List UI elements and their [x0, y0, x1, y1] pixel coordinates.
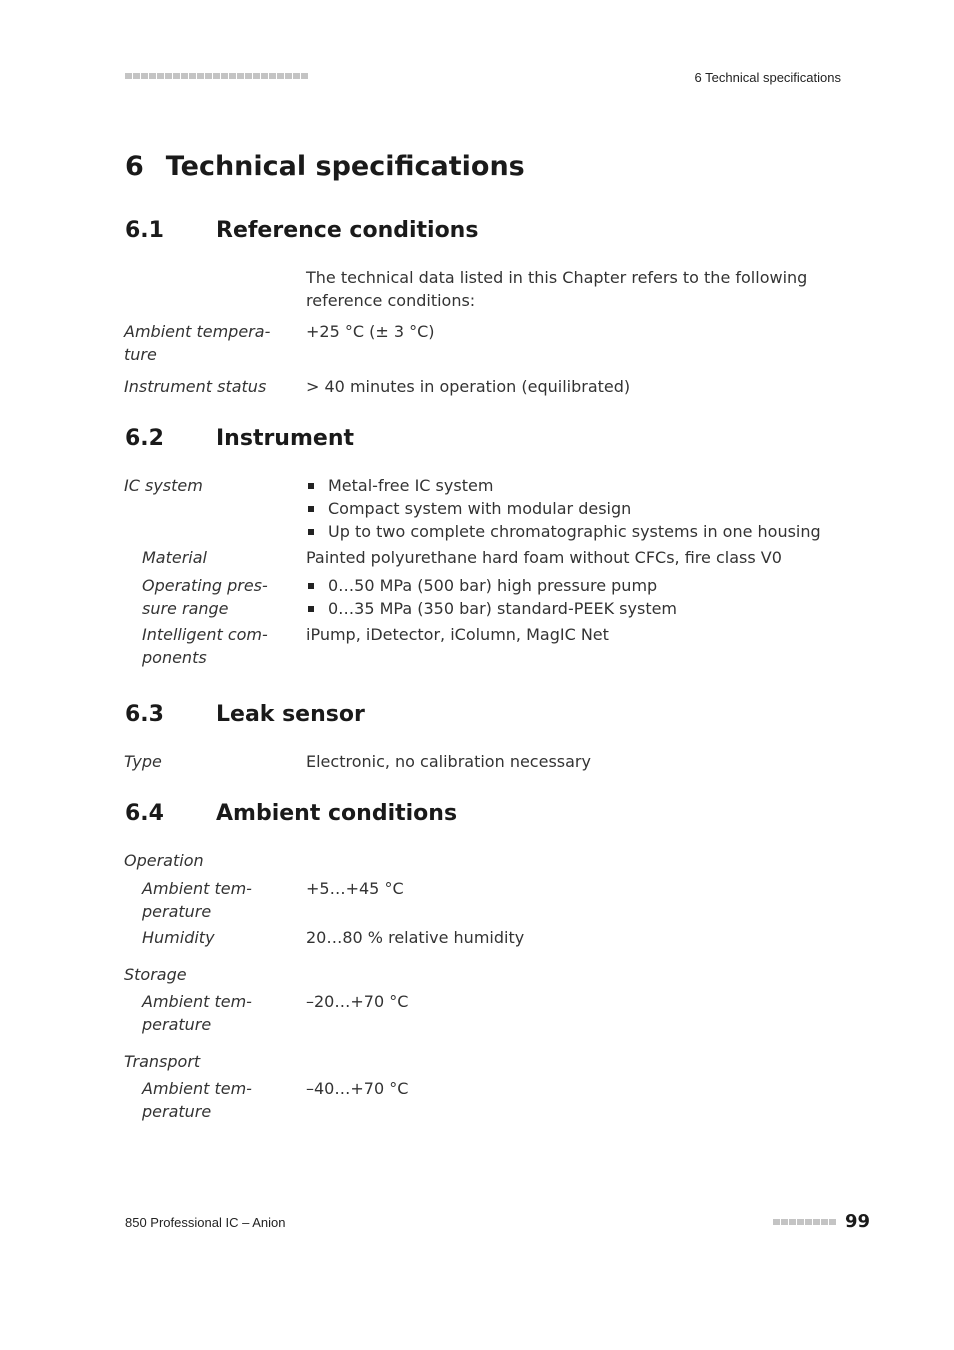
list-item: 0…50 MPa (500 bar) high pressure pump [306, 574, 846, 597]
section-title: Ambient conditions [216, 801, 458, 826]
reference-intro: The technical data listed in this Chapter refers to the following reference conditions: [306, 268, 808, 310]
ic-system-list [306, 474, 846, 543]
label-ic-system: IC system [124, 476, 203, 495]
list-item: Compact system with modular design [306, 497, 846, 520]
header-dot-bar [125, 73, 308, 79]
value-ambient-temperature: +25 °C (± 3 °C) [306, 322, 435, 341]
chapter-number: 6 [125, 151, 144, 182]
value-intelligent-components: iPump, iDetector, iColumn, MagIC Net [306, 625, 609, 644]
section-number: 6.2 [125, 426, 164, 451]
value-storage-ambient-temperature: –20…+70 °C [306, 992, 409, 1011]
label-transport-ambient-temperature: Ambient tem-perature [142, 1079, 252, 1121]
label-storage-ambient-temperature: Ambient tem-perature [142, 992, 252, 1034]
running-header-chapter: 6 Technical specifications [694, 70, 841, 85]
value-transport-ambient-temperature: –40…+70 °C [306, 1079, 409, 1098]
footer-dot-bar [773, 1219, 836, 1225]
label-operation: Operation [124, 851, 204, 870]
value-instrument-status: > 40 minutes in operation (equilibrated) [306, 377, 631, 396]
label-ambient-temperature [124, 320, 274, 366]
label-humidity: Humidity [142, 928, 215, 947]
section-title: Instrument [216, 426, 354, 451]
footer-document-title: 850 Professional IC – Anion [125, 1215, 286, 1230]
label-material: Material [142, 548, 207, 567]
section-title: Leak sensor [216, 702, 365, 727]
page-number: 99 [845, 1211, 871, 1232]
label-transport: Transport [124, 1052, 201, 1071]
label-operating-pressure: Operating pres-sure range [142, 576, 268, 618]
label-type: Type [124, 752, 162, 771]
section-number: 6.3 [125, 702, 164, 727]
value-type: Electronic, no calibration necessary [306, 752, 591, 771]
list-item: 0…35 MPa (350 bar) standard-PEEK system [306, 597, 846, 620]
label-storage: Storage [124, 965, 187, 984]
value-material: Painted polyurethane hard foam without CFCs, fire class V0 [306, 548, 782, 567]
list-item: Up to two complete chromatographic systems in one housing [306, 520, 846, 543]
label-operation-ambient-temperature: Ambient tem-perature [142, 879, 252, 921]
label-intelligent-components: Intelligent com-ponents [142, 625, 268, 667]
section-title: Reference conditions [216, 218, 479, 243]
section-number: 6.4 [125, 801, 164, 826]
pressure-range-list [306, 574, 846, 620]
value-operation-ambient-temperature: +5…+45 °C [306, 879, 404, 898]
list-item: Metal-free IC system [306, 474, 846, 497]
chapter-title [125, 151, 845, 182]
chapter-title-text: Technical specifications [165, 151, 525, 182]
value-humidity: 20…80 % relative humidity [306, 928, 525, 947]
section-number: 6.1 [125, 218, 164, 243]
label-instrument-status: Instrument status [124, 377, 267, 396]
label-text: Ambient tempera-ture [124, 322, 271, 364]
